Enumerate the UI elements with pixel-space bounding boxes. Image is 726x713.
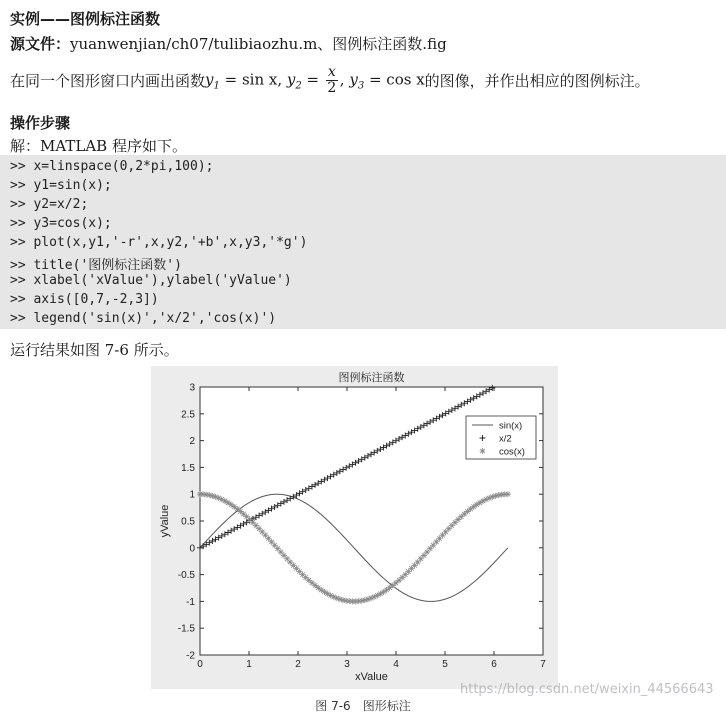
eq-y3-rhs: = cos x [364,70,425,88]
x-tick-label: 5 [442,659,448,670]
data-point-cos [505,491,511,497]
y-tick-label: -0.5 [177,570,195,582]
y-tick-label: 3 [189,382,195,394]
y-tick-label: 0 [189,543,195,555]
y-tick-label: -1 [186,596,195,608]
x-tick-label: 6 [491,659,497,670]
legend-label: x/2 [499,433,512,445]
eq-y3-sub: 3 [357,80,365,91]
x-tick-label: 3 [344,659,350,670]
equation [205,65,425,96]
eq-y2-eq: = [301,70,324,88]
code-line: >> plot(x,y1,'-r',x,y2,'+b',x,y3,'*g') [10,235,308,250]
y-tick-label: 0.5 [181,516,195,528]
figure-caption: 图 7-6 图形标注 [315,699,411,713]
code-line: >> y3=cos(x); [10,216,112,231]
chart-title: 图例标注函数 [338,371,405,384]
y-tick-label: 1 [189,489,195,501]
eq-frac-num: x [327,63,336,80]
intro-text: 解：MATLAB 程序如下。 [10,137,187,155]
legend-label: cos(x) [499,446,525,458]
x-tick-label: 0 [197,659,203,670]
legend-swatch-cos [480,448,486,454]
source-label: 源文件： [10,35,71,53]
eq-y2-sub: 2 [295,80,302,91]
figure-window [151,366,558,689]
eq-y3: y [349,70,358,88]
description-pre: 在同一个图形窗口内画出函数 [10,71,206,90]
data-point-cos [356,598,362,604]
x-tick-label: 2 [295,659,301,670]
y-tick-label: -2 [186,650,195,662]
source-line [10,33,447,54]
chart [151,366,558,689]
code-block [0,155,726,329]
y-tick-label: 1.5 [181,462,195,474]
eq-fraction [326,65,338,96]
y-axis-label: yValue [159,504,171,538]
y-tick-label: 2.5 [181,409,195,421]
eq-y1: y [205,70,214,88]
x-tick-label: 7 [540,659,546,670]
description-line [10,60,650,100]
code-line: >> y2=x/2; [10,197,89,212]
steps-heading: 操作步骤 [10,114,71,132]
eq-y1-sub: 1 [213,80,220,91]
legend-label: sin(x) [499,420,523,432]
x-tick-label: 4 [393,659,399,670]
code-line: >> x=linspace(0,2*pi,100); [10,159,214,174]
result-text: 运行结果如图 7-6 所示。 [10,341,179,359]
x-tick-label: 1 [246,659,252,670]
code-line: >> xlabel('xValue'),ylabel('yValue') [10,273,292,288]
eq-y1-rhs: = sin x, [219,70,287,88]
source-value: yuanwenjian/ch07/tulibiaozhu.m、图例标注函数.fig [70,35,447,53]
watermark: https://blog.csdn.net/weixin_44566643 [460,682,714,697]
description-post: 的图像，并作出相应的图例标注。 [424,71,650,90]
code-line: >> title('图例标注函数') [10,258,182,273]
eq-y2: y [286,70,296,88]
code-line: >> y1=sin(x); [10,178,112,193]
code-line: >> legend('sin(x)','x/2','cos(x)') [10,311,277,326]
data-point-cos [343,598,349,604]
y-tick-label: -1.5 [177,623,195,635]
y-tick-label: 2 [189,436,195,448]
eq-frac-den: 2 [327,79,337,96]
eq-sep: , [339,70,350,88]
section-title: 实例——图例标注函数 [10,10,161,28]
code-line: >> axis([0,7,-2,3]) [10,292,159,307]
x-axis-label: xValue [355,671,388,683]
